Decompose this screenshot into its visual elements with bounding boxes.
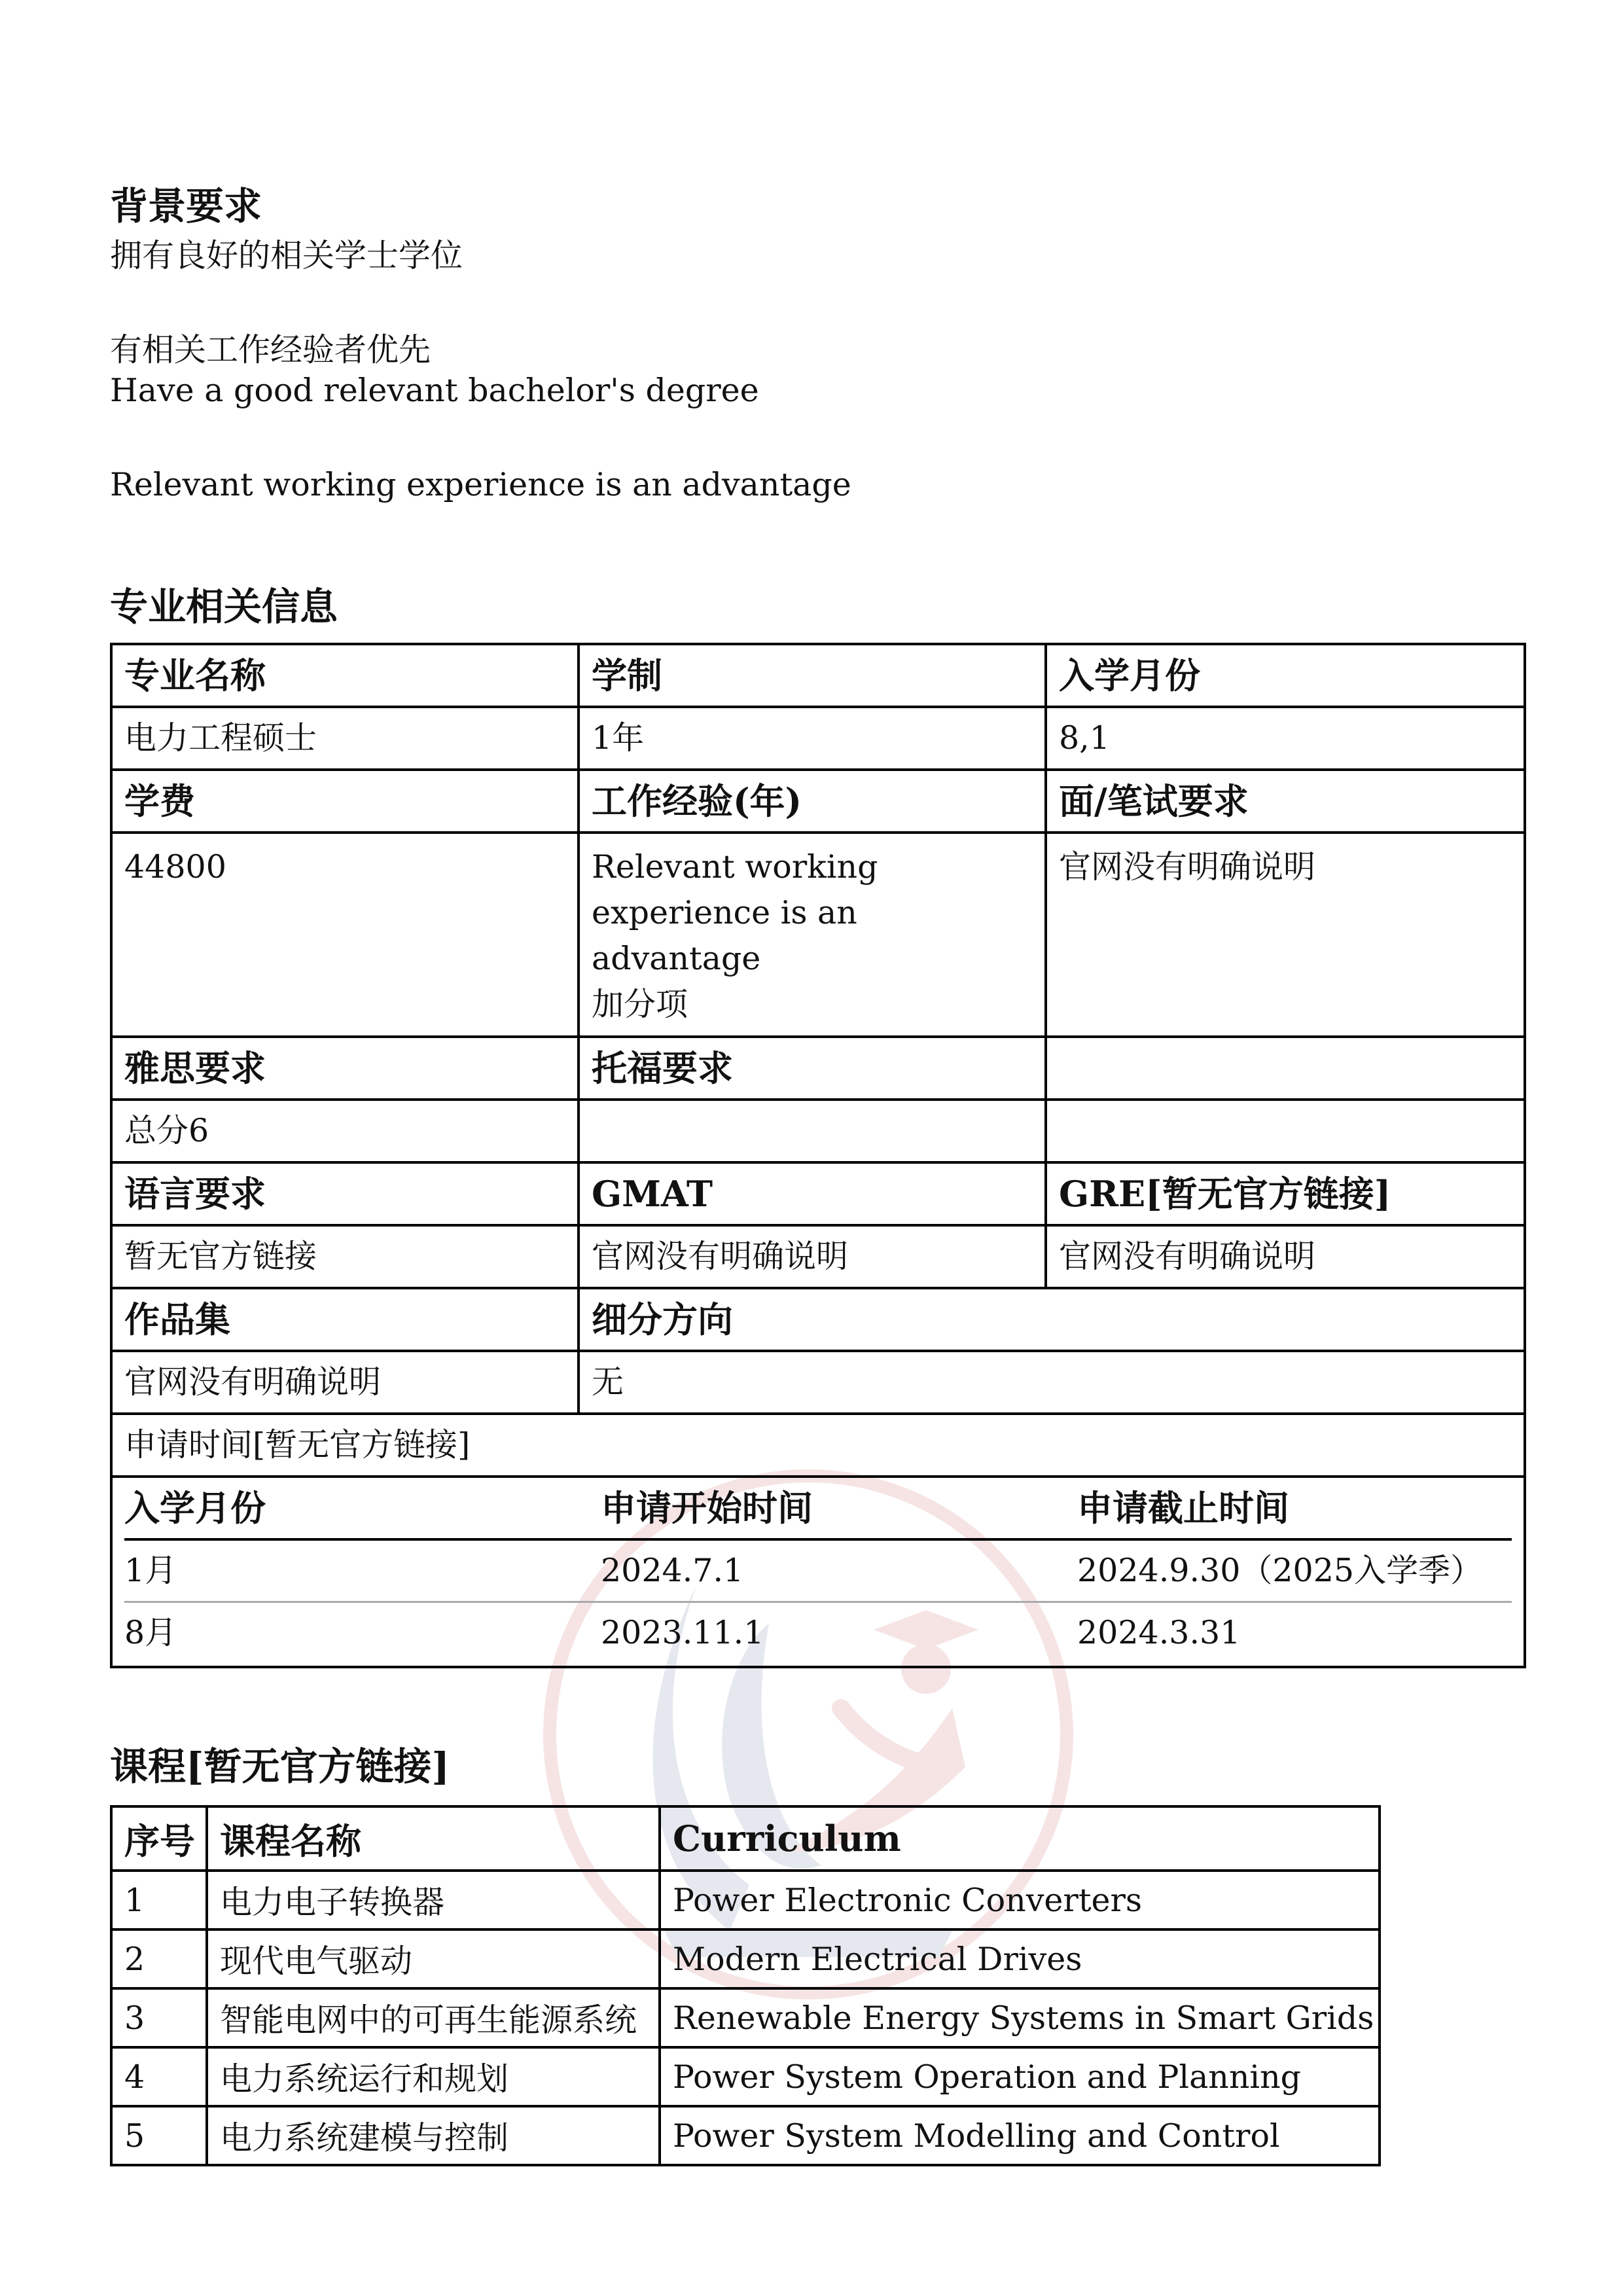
table-header-cell: GRE[暂无官方链接] — [1046, 1162, 1525, 1225]
table-cell: 官网没有明确说明 — [1046, 1225, 1525, 1288]
table-cell: 44800 — [111, 833, 579, 1037]
courses-title: 课程[暂无官方链接] — [110, 1744, 450, 1789]
table-cell — [1046, 1100, 1525, 1162]
table-row — [111, 1225, 1525, 1288]
table-row — [111, 1037, 1525, 1100]
table-row — [111, 1351, 1525, 1414]
cell-line: experience is an advantage — [592, 894, 857, 977]
table-cell: 暂无官方链接 — [111, 1225, 579, 1288]
table-header-cell: 面/笔试要求 — [1046, 770, 1525, 833]
course-name-en: Renewable Energy Systems in Smart Grids — [660, 1988, 1380, 2047]
table-header-cell: 申请截止时间 — [1077, 1478, 1512, 1539]
table-header-cell — [1046, 1037, 1525, 1100]
course-name-en: Power System Operation and Planning — [660, 2047, 1380, 2106]
table-header-cell: 专业名称 — [111, 644, 579, 707]
table-cell: 2023.11.1 — [601, 1614, 764, 1651]
course-name-zh: 电力系统运行和规划 — [207, 2047, 660, 2106]
background-line: 有相关工作经验者优先 — [110, 331, 431, 368]
table-row — [124, 1539, 1512, 1602]
table-cell: 1月 — [124, 1539, 601, 1602]
table-header-cell: 入学月份 — [1046, 644, 1525, 707]
work-experience-cell — [579, 833, 1046, 1037]
background-title: 背景要求 — [110, 184, 262, 228]
table-header-cell: 入学月份 — [124, 1478, 601, 1539]
course-name-zh: 电力电子转换器 — [207, 1871, 660, 1929]
course-index: 3 — [111, 1988, 207, 2047]
table-cell: 总分6 — [111, 1100, 579, 1162]
table-row — [111, 1988, 1380, 2047]
background-line: 拥有良好的相关学士学位 — [110, 237, 463, 274]
table-row — [111, 833, 1525, 1037]
table-cell — [579, 1100, 1046, 1162]
table-row — [111, 707, 1525, 770]
application-schedule-cell — [111, 1477, 1525, 1667]
table-row — [111, 2047, 1380, 2106]
table-row — [111, 1162, 1525, 1225]
table-header-cell: 细分方向 — [579, 1288, 1525, 1351]
table-row — [111, 1100, 1525, 1162]
table-header-cell: 雅思要求 — [111, 1037, 579, 1100]
table-cell: 8,1 — [1046, 707, 1525, 770]
courses-table — [110, 1805, 1381, 2166]
table-header-cell: 语言要求 — [111, 1162, 579, 1225]
course-name-en: Power System Modelling and Control — [660, 2106, 1380, 2165]
course-name-zh: 现代电气驱动 — [207, 1929, 660, 1988]
course-name-zh: 智能电网中的可再生能源系统 — [207, 1988, 660, 2047]
table-header-cell: GMAT — [579, 1162, 1046, 1225]
table-cell: 电力工程硕士 — [111, 707, 579, 770]
table-header-cell: 学制 — [579, 644, 1046, 707]
background-line: Have a good relevant bachelor's degree — [110, 372, 759, 409]
application-schedule-table — [124, 1478, 1512, 1663]
table-row — [111, 1871, 1380, 1929]
table-row — [124, 1478, 1512, 1539]
table-row — [111, 644, 1525, 707]
course-index: 5 — [111, 2106, 207, 2165]
table-row — [111, 1806, 1380, 1871]
table-row — [111, 1288, 1525, 1351]
table-cell: 无 — [579, 1351, 1525, 1414]
table-cell: 官网没有明确说明 — [111, 1351, 579, 1414]
table-header-cell: 申请开始时间 — [601, 1478, 1077, 1539]
table-row — [124, 1602, 1512, 1664]
table-row — [111, 1477, 1525, 1667]
table-header-cell: 托福要求 — [579, 1037, 1046, 1100]
table-header-cell: 作品集 — [111, 1288, 579, 1351]
course-name-zh: 电力系统建模与控制 — [207, 2106, 660, 2165]
cell-line: 加分项 — [592, 986, 688, 1023]
table-header-cell: Curriculum — [660, 1806, 1380, 1871]
course-name-en: Power Electronic Converters — [660, 1871, 1380, 1929]
background-line: Relevant working experience is an advantage — [110, 466, 851, 503]
course-index: 1 — [111, 1871, 207, 1929]
table-header-cell: 序号 — [111, 1806, 207, 1871]
table-cell: 2024.3.31 — [1077, 1614, 1241, 1651]
table-cell: 官网没有明确说明 — [579, 1225, 1046, 1288]
table-header-cell: 学费 — [111, 770, 579, 833]
table-cell: 官网没有明确说明 — [1046, 833, 1525, 1037]
cell-line: Relevant working — [592, 848, 878, 886]
table-row — [111, 2106, 1380, 2165]
course-name-en: Modern Electrical Drives — [660, 1929, 1380, 1988]
table-row — [111, 1414, 1525, 1477]
table-row — [111, 770, 1525, 833]
course-index: 4 — [111, 2047, 207, 2106]
table-cell: 2024.9.30（2025入学季） — [1077, 1539, 1512, 1602]
table-cell: 8月 — [124, 1614, 177, 1651]
table-header-cell: 课程名称 — [207, 1806, 660, 1871]
table-row — [111, 1929, 1380, 1988]
major-info-table — [110, 643, 1526, 1668]
table-cell: 2024.7.1 — [601, 1539, 1077, 1602]
table-cell: 1年 — [579, 707, 1046, 770]
course-index: 2 — [111, 1929, 207, 1988]
application-time-label: 申请时间[暂无官方链接] — [111, 1414, 1525, 1477]
major-info-title: 专业相关信息 — [110, 584, 338, 629]
table-header-cell: 工作经验(年) — [579, 770, 1046, 833]
